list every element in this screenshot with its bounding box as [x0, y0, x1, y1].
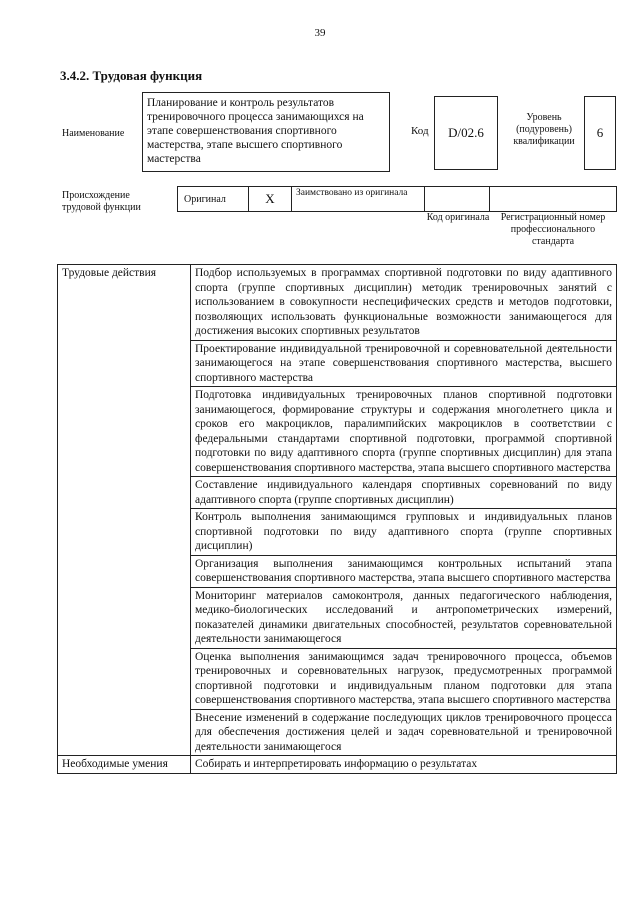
- labor-action: Внесение изменений в содержание последующих циклов тренировочного процесса для обеспечения достижения целей и задач соревновательной и тренировочной деятельности занимающегося: [191, 709, 617, 756]
- table-row: [58, 756, 617, 774]
- registration-number-caption: Регистрационный номер профессионального стандарта: [500, 212, 606, 247]
- qualification-level-label: Уровень (подуровень) квалификации: [513, 112, 575, 147]
- origin-label: Происхождение трудовой функции: [62, 190, 141, 213]
- labor-action: Составление индивидуального календаря спортивных соревнований по виду адаптивного спорта (группе спортивных дисциплин): [191, 477, 617, 509]
- labor-action: Проектирование индивидуальной тренировочной и соревновательной деятельности занимающегося на этапе совершенствования спортивного мастерства, высшего спортивного мастерства: [191, 340, 617, 387]
- qualification-level-box: 6: [584, 96, 616, 170]
- labor-action: Организация выполнения занимающимся контрольных испытаний этапа совершенствования спортивного мастерства, этапа высшего спортивного мастерства: [191, 555, 617, 587]
- original-code-cell: [424, 186, 490, 212]
- original-mark: X: [248, 186, 292, 212]
- name-label: Наименование: [62, 128, 125, 139]
- table-row: [58, 265, 617, 341]
- borrowed-cell: Заимствовано из оригинала: [291, 186, 425, 212]
- section-title: 3.4.2. Трудовая функция: [60, 68, 203, 83]
- origin-row: [177, 186, 617, 212]
- labor-action: Мониторинг материалов самоконтроля, данных педагогического наблюдения, медико-биологических исследований и антропометрических измерений, показателей динамики двигательных способностей, результатов соревновательной деятельности занимающегося: [191, 587, 617, 648]
- labor-action: Подбор используемых в программах спортивной подготовки по виду адаптивного спорта (группе спортивных дисциплин) методик тренировочных занятий с использованием в совокупности неспецифических средств и методов подготовки, позволяющих использовать функциональные возможности занимающегося для достижения высоких спортивных результатов: [191, 265, 617, 341]
- required-skill: Собирать и интерпретировать информацию о результатах: [191, 756, 617, 774]
- labor-action: Оценка выполнения занимающимся задач тренировочного процесса, объемов тренировочных и соревновательных нагрузок, предусмотренных программой спортивной подготовки и индивидуальным планом подготовки для этапа совершенствования спортивного мастерства, этапа высшего спортивного мастерства: [191, 648, 617, 709]
- labor-action: Подготовка индивидуальных тренировочных планов спортивной подготовки занимающегося, формирование структуры и содержания многолетнего цикла и сроков его макроциклов, паралимпийских макроциклов в соответствии с федеральными стандартами спортивной подготовки, программой спортивной подготовки по виду адаптивного спорта (группе спортивных дисциплин) для этапа совершенствования спортивного мастерства, этапа высшего спортивного мастерства: [191, 387, 617, 477]
- labor-function-table: [57, 264, 617, 774]
- required-skills-header: Необходимые умения: [58, 756, 191, 774]
- labor-actions-header: Трудовые действия: [58, 265, 191, 756]
- original-cell: Оригинал: [177, 186, 249, 212]
- registration-number-cell: [489, 186, 617, 212]
- name-box: Планирование и контроль результатов тренировочного процесса занимающихся на этапе совершенствования спортивного мастерства, этапе высшего спортивного мастерства: [142, 92, 390, 172]
- labor-action: Контроль выполнения занимающимся групповых и индивидуальных планов спортивной подготовки по виду адаптивного спорта (группе спортивных дисциплин): [191, 509, 617, 556]
- code-label: Код: [411, 125, 429, 137]
- page-number: 39: [314, 27, 326, 39]
- original-code-caption: Код оригинала: [426, 212, 490, 223]
- code-box: D/02.6: [434, 96, 498, 170]
